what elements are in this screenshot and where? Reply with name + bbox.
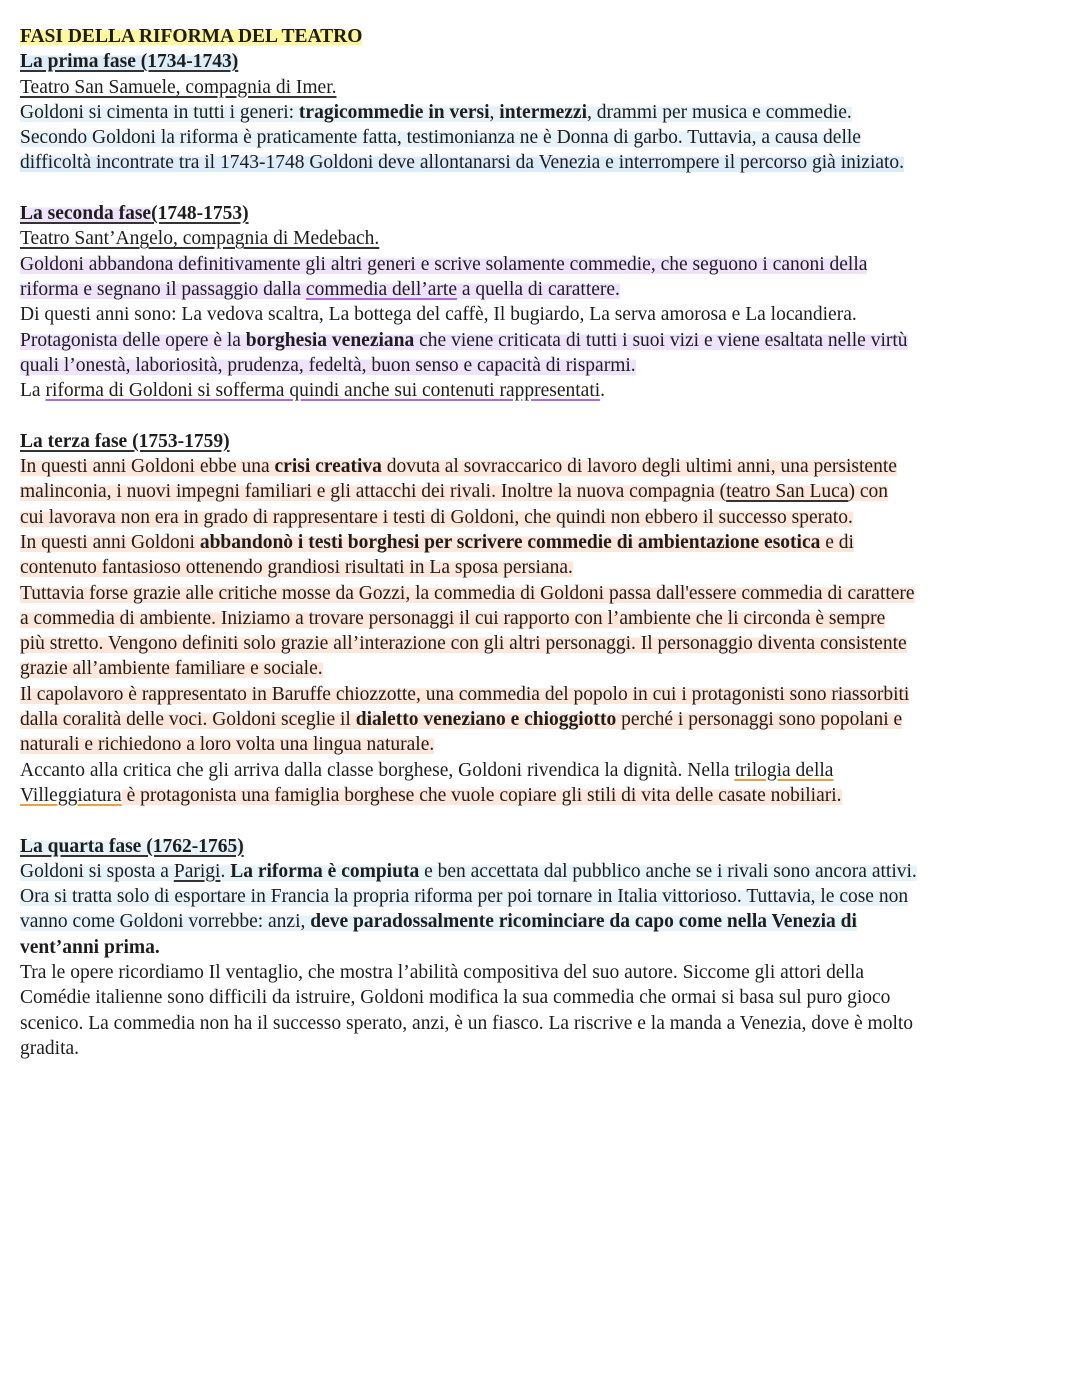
paragraph-line: Villeggiatura è protagonista una famiglia borghese che vuole copiare gli stili di vita delle casate nobiliari. [20, 784, 842, 806]
heading-text: La seconda fase [20, 203, 152, 225]
title-text: FASI DELLA RIFORMA DEL TEATRO [20, 26, 363, 47]
paragraph-line: riforma e segnano il passaggio dalla commedia dell’arte a quella di carattere. [20, 278, 620, 300]
heading-text: La quarta fase (1762-1765) [20, 835, 244, 857]
paragraph-line: malinconia, i nuovi impegni familiari e gli attacchi dei rivali. Inoltre la nuova compagnia (teatro San Luca) con [20, 481, 889, 503]
section-terza-fase [20, 429, 1060, 808]
section-subtitle [20, 75, 1060, 100]
paragraph-line: Secondo Goldoni la riforma è praticamente fatta, testimonianza ne è Donna di garbo. Tuttavia, a causa delle [20, 127, 861, 149]
section-heading [20, 834, 1060, 859]
paragraph-line: Goldoni si cimenta in tutti i generi: tragicommedie in versi, intermezzi, drammi per musica e commedie. [20, 101, 852, 123]
section-heading [20, 49, 1060, 74]
heading-text: La prima fase (1734-1743) [20, 51, 239, 73]
paragraph-line: Il capolavoro è rappresentato in Baruffe chiozzotte, una commedia del popolo in cui i protagonisti sono riassorbiti [20, 683, 910, 705]
paragraph-line: Di questi anni sono: La vedova scaltra, La bottega del caffè, Il bugiardo, La serva amorosa e La locandiera. [20, 304, 857, 326]
paragraph-line: cui lavorava non era in grado di rappresentare i testi di Goldoni, che quindi non ebbero il successo sperato. [20, 506, 853, 528]
paragraph-line: Tuttavia forse grazie alle critiche mosse da Gozzi, la commedia di Goldoni passa dall'essere commedia di carattere [20, 582, 915, 604]
paragraph-line: contenuto fantasioso ottenendo grandiosi risultati in La sposa persiana. [20, 557, 573, 579]
paragraph-line: quali l’onestà, laboriosità, prudenza, fedeltà, buon senso e capacità di risparmi. [20, 354, 636, 376]
paragraph-line: gradita. [20, 1037, 80, 1059]
paragraph-line: naturali e richiedono a loro volta una lingua naturale. [20, 734, 435, 756]
paragraph-line: Goldoni abbandona definitivamente gli altri generi e scrive solamente commedie, che seguono i canoni della [20, 253, 868, 275]
section-seconda-fase [20, 201, 1060, 403]
subtitle-text: Teatro Sant’Angelo, compagnia di Medebach. [20, 228, 380, 250]
heading-years: (1748-1753) [151, 203, 249, 225]
paragraph-line: In questi anni Goldoni abbandonò i testi borghesi per scrivere commedie di ambientazione esotica e di [20, 531, 854, 553]
paragraph-line: Accanto alla critica che gli arriva dalla classe borghese, Goldoni rivendica la dignità. Nella trilogia della [20, 759, 834, 781]
paragraph-line: In questi anni Goldoni ebbe una crisi creativa dovuta al sovraccarico di lavoro degli ultimi anni, una persistente [20, 456, 897, 478]
paragraph-line: a commedia di ambiente. Iniziamo a trovare personaggi il cui rapporto con l’ambiente che li circonda è sempre [20, 607, 886, 629]
paragraph-line: difficoltà incontrate tra il 1743-1748 Goldoni deve allontanarsi da Venezia e interrompere il percorso già iniziato. [20, 152, 905, 174]
section-quarta-fase [20, 834, 1060, 1062]
paragraph-line: scenico. La commedia non ha il successo sperato, anzi, è un fiasco. La riscrive e la manda a Venezia, dove è molto [20, 1012, 914, 1034]
paragraph-line: Comédie italienne sono difficili da istruire, Goldoni modifica la sua commedia che ormai si basa sul puro gioco [20, 987, 891, 1009]
section-heading [20, 201, 1060, 226]
paragraph-line: vanno come Goldoni vorrebbe: anzi, deve paradossalmente ricominciare da capo come nella Venezia di [20, 911, 857, 933]
document-title [20, 24, 1060, 49]
heading-text: La terza fase (1753-1759) [20, 430, 230, 452]
section-heading [20, 429, 1060, 454]
paragraph-line: vent’anni prima. [20, 936, 160, 958]
paragraph-line: Protagonista delle opere è la borghesia veneziana che viene criticata di tutti i suoi vizi e viene esaltata nelle virtù [20, 329, 908, 351]
section-subtitle [20, 226, 1060, 251]
paragraph-line: Tra le opere ricordiamo Il ventaglio, che mostra l’abilità compositiva del suo autore. Siccome gli attori della [20, 961, 865, 983]
paragraph-line: Ora si tratta solo di esportare in Francia la propria riforma per poi tornare in Italia vittorioso. Tuttavia, le cose non [20, 886, 909, 908]
paragraph-line: Goldoni si sposta a Parigi. La riforma è compiuta e ben accettata dal pubblico anche se i rivali sono ancora attivi. [20, 860, 917, 882]
paragraph-line: dalla coralità delle voci. Goldoni sceglie il dialetto veneziano e chioggiotto perché i personaggi sono popolani e [20, 709, 903, 731]
paragraph-line: più stretto. Vengono definiti solo grazie all’interazione con gli altri personaggi. Il personaggio diventa consistente [20, 633, 907, 655]
paragraph-line: grazie all’ambiente familiare e sociale. [20, 658, 323, 680]
paragraph-line: La riforma di Goldoni si sofferma quindi anche sui contenuti rappresentati. [20, 380, 606, 402]
subtitle-text: Teatro San Samuele, compagnia di Imer. [20, 76, 337, 98]
section-prima-fase [20, 49, 1060, 175]
